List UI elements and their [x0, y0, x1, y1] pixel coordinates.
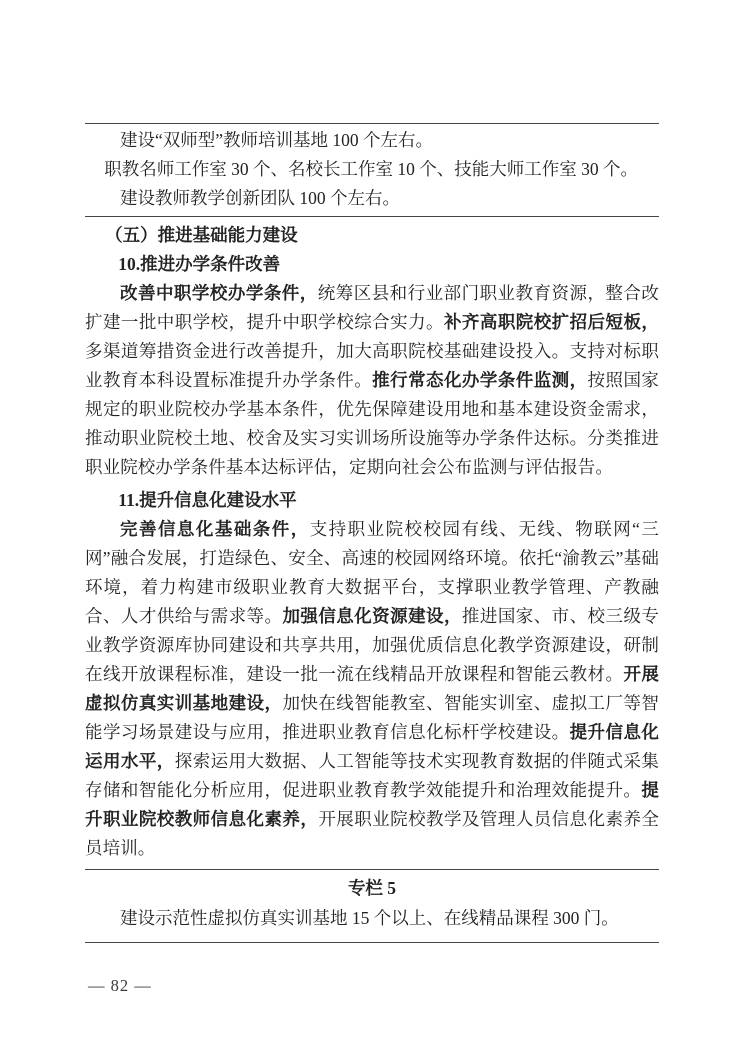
callout-item-text: 建设示范性虚拟仿真实训基地 15 个以上、在线精品课程 300 门。 — [120, 908, 619, 928]
bold-lead-phrase: 完善信息化基础条件， — [120, 519, 310, 539]
callout-item-text: 建设“双师型”教师培训基地 100 个左右。 — [120, 130, 434, 150]
callout-item-text: 职教名师工作室 30 个、名校长工作室 10 个、技能大师工作室 30 个。 — [104, 159, 638, 179]
callout-item — [85, 903, 659, 933]
paragraph-text: 统筹区县和行业部门职业教育资源，整合改扩建一批中职学校，提升中职学校综合实力。 — [85, 283, 659, 332]
callout-item — [85, 184, 659, 213]
bold-lead-phrase: 推行常态化办学条件监测， — [372, 370, 588, 390]
subheading-item10: 10.推进办学条件改善 — [118, 254, 281, 274]
bold-lead-phrase: 改善中职学校办学条件， — [120, 283, 318, 303]
callout-item-text: 建设教师教学创新团队 100 个左右。 — [120, 188, 400, 208]
callout-box-continued — [85, 123, 659, 217]
paragraph-text: 加快在线智能教室、智能实训室、虚拟工厂等智能学习场景建设与应用，推进职业教育信息化标杆学校建设。 — [85, 693, 659, 742]
paragraph-text: 开展职业院校教学及管理人员信息化素养全员培训。 — [85, 809, 659, 858]
paragraph-text: 推进国家、市、校三级专业教学资源库协同建设和共享共用，加强优质信息化教学资源建设，研制在线开放课程标准，建设一批一流在线精品开放课程和智能云教材。 — [85, 606, 659, 684]
paragraph-item11 — [85, 515, 659, 863]
callout-item — [85, 155, 659, 184]
bold-lead-phrase: 补齐高职院校扩招后短板， — [443, 312, 659, 332]
page-content — [85, 123, 659, 943]
page-number: — 82 — — [88, 976, 152, 995]
section-heading-part5: （五）推进基础能力建设 — [105, 225, 298, 245]
callout-title: 专栏 5 — [347, 878, 397, 898]
subheading-item11: 11.提升信息化建设水平 — [118, 490, 297, 510]
paragraph-text: 探索运用大数据、人工智能等技术实现教育数据的伴随式采集存储和智能化分析应用，促进职业教育教学效能提升和治理效能提升。 — [85, 751, 660, 800]
paragraph-text: 多渠道筹措资金进行改善提升，加大高职院校基础建设投入。支持对标职业教育本科设置标准提升办学条件。 — [85, 341, 659, 390]
bold-lead-phrase: 开展虚拟仿真实训基地建设， — [85, 664, 660, 713]
bold-lead-phrase: 提升职业院校教师信息化素养， — [85, 780, 659, 829]
bold-lead-phrase: 提升信息化运用水平， — [85, 722, 660, 771]
paragraph-item10 — [85, 279, 659, 482]
callout-item — [85, 126, 659, 155]
callout-box-5 — [85, 869, 659, 943]
bold-lead-phrase: 加强信息化资源建设， — [282, 606, 462, 626]
paragraph-text: 支持职业院校校园有线、无线、物联网“三网”融合发展，打造绿色、安全、高速的校园网络环境。依托“渝教云”基础环境，着力构建市级职业教育大数据平台，支撑职业教学管理、产教融合、人才供给与需求等。 — [85, 519, 660, 626]
paragraph-text: 按照国家规定的职业院校办学基本条件，优先保障建设用地和基本建设资金需求，推动职业院校土地、校舍及实习实训场所设施等办学条件达标。分类推进职业院校办学条件基本达标评估，定期向社会公布监测与评估报告。 — [85, 370, 659, 477]
